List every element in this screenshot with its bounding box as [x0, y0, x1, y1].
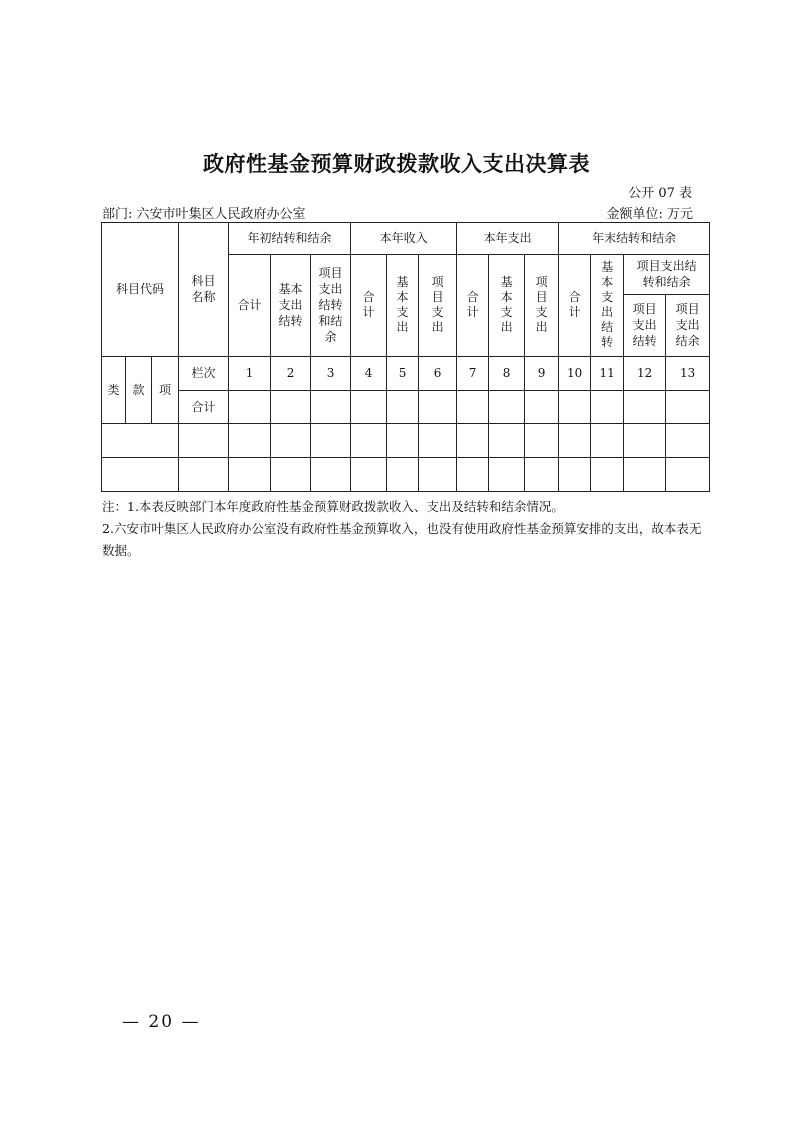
table-cell — [457, 458, 489, 492]
column-number: 12 — [624, 356, 666, 390]
table-cell — [351, 390, 387, 424]
table-cell — [666, 424, 710, 458]
table-cell — [624, 390, 666, 424]
table-cell — [666, 458, 710, 492]
table-cell — [229, 424, 271, 458]
note-line-1: 注：1.本表反映部门本年度政府性基金预算财政拨款收入、支出及结转和结余情况。 — [102, 499, 564, 514]
end-project-carry-header: 项目支出结转 — [624, 294, 666, 356]
table-cell — [419, 424, 457, 458]
table-cell — [489, 458, 525, 492]
income-header: 本年收入 — [351, 223, 457, 255]
xiang-header: 项 — [152, 356, 179, 424]
table-cell — [457, 424, 489, 458]
notes — [102, 496, 702, 562]
income-basic-header: 基本支出 — [387, 254, 419, 356]
begin-total-header: 合计 — [229, 254, 271, 356]
table-cell — [102, 458, 179, 492]
table-cell — [387, 424, 419, 458]
table-cell — [229, 390, 271, 424]
table-cell — [591, 390, 624, 424]
column-number: 2 — [271, 356, 311, 390]
begin-balance-header: 年初结转和结余 — [229, 223, 351, 255]
table-number: 公开 07 表 — [628, 186, 692, 201]
table-cell — [489, 390, 525, 424]
end-balance-header: 年末结转和结余 — [559, 223, 710, 255]
expense-total-header: 合计 — [457, 254, 489, 356]
table-cell — [591, 424, 624, 458]
table-cell — [229, 458, 271, 492]
table-cell — [311, 458, 351, 492]
table-row — [102, 458, 710, 492]
column-number: 13 — [666, 356, 710, 390]
end-project-group-header: 项目支出结转和结余 — [624, 254, 710, 294]
kuan-header: 款 — [126, 356, 152, 424]
table-cell — [351, 458, 387, 492]
table-cell — [489, 424, 525, 458]
begin-project-header: 项目支出结转和结余 — [311, 254, 351, 356]
column-number: 1 — [229, 356, 271, 390]
column-number: 8 — [489, 356, 525, 390]
column-number: 3 — [311, 356, 351, 390]
table-cell — [179, 458, 229, 492]
amount-unit-label: 金额单位: 万元 — [606, 207, 693, 222]
table-cell — [624, 424, 666, 458]
table-cell — [311, 390, 351, 424]
table-cell — [525, 424, 559, 458]
budget-table — [101, 222, 710, 492]
column-number: 10 — [559, 356, 591, 390]
table-cell — [419, 390, 457, 424]
income-project-header: 项目支出 — [419, 254, 457, 356]
column-number: 6 — [419, 356, 457, 390]
table-cell — [387, 458, 419, 492]
table-cell — [559, 390, 591, 424]
table-cell — [591, 458, 624, 492]
expense-header: 本年支出 — [457, 223, 559, 255]
table-cell — [559, 458, 591, 492]
income-total-header: 合计 — [351, 254, 387, 356]
table-cell — [624, 458, 666, 492]
lanci-label: 栏次 — [179, 356, 229, 390]
column-number: 5 — [387, 356, 419, 390]
column-number: 9 — [525, 356, 559, 390]
column-number: 11 — [591, 356, 624, 390]
table-cell — [457, 390, 489, 424]
expense-basic-header: 基本支出 — [489, 254, 525, 356]
end-project-balance-header: 项目支出结余 — [666, 294, 710, 356]
end-basic-header: 基本支出结转 — [591, 254, 624, 356]
page-number: — 20 — — [122, 1012, 201, 1032]
table-cell — [311, 424, 351, 458]
table-cell — [102, 424, 179, 458]
table-cell — [271, 458, 311, 492]
end-total-header: 合计 — [559, 254, 591, 356]
table-cell — [666, 390, 710, 424]
column-number: 7 — [457, 356, 489, 390]
note-line-2: 2.六安市叶集区人民政府办公室没有政府性基金预算收入，也没有使用政府性基金预算安排的支出，故本表无数据。 — [102, 521, 702, 558]
column-number: 4 — [351, 356, 387, 390]
table-cell — [179, 424, 229, 458]
table-cell — [559, 424, 591, 458]
heji-label: 合计 — [179, 390, 229, 424]
page-title: 政府性基金预算财政拨款收入支出决算表 — [203, 152, 590, 176]
table-cell — [271, 390, 311, 424]
table-cell — [525, 458, 559, 492]
begin-basic-header: 基本支出结转 — [271, 254, 311, 356]
subject-name-header: 科目名称 — [179, 223, 229, 357]
table-cell — [525, 390, 559, 424]
subject-code-header: 科目代码 — [102, 223, 179, 357]
table-cell — [271, 424, 311, 458]
department-label: 部门: 六安市叶集区人民政府办公室 — [102, 207, 306, 222]
expense-project-header: 项目支出 — [525, 254, 559, 356]
table-row — [102, 424, 710, 458]
table-cell — [387, 390, 419, 424]
table-cell — [351, 424, 387, 458]
table-cell — [419, 458, 457, 492]
lei-header: 类 — [102, 356, 126, 424]
